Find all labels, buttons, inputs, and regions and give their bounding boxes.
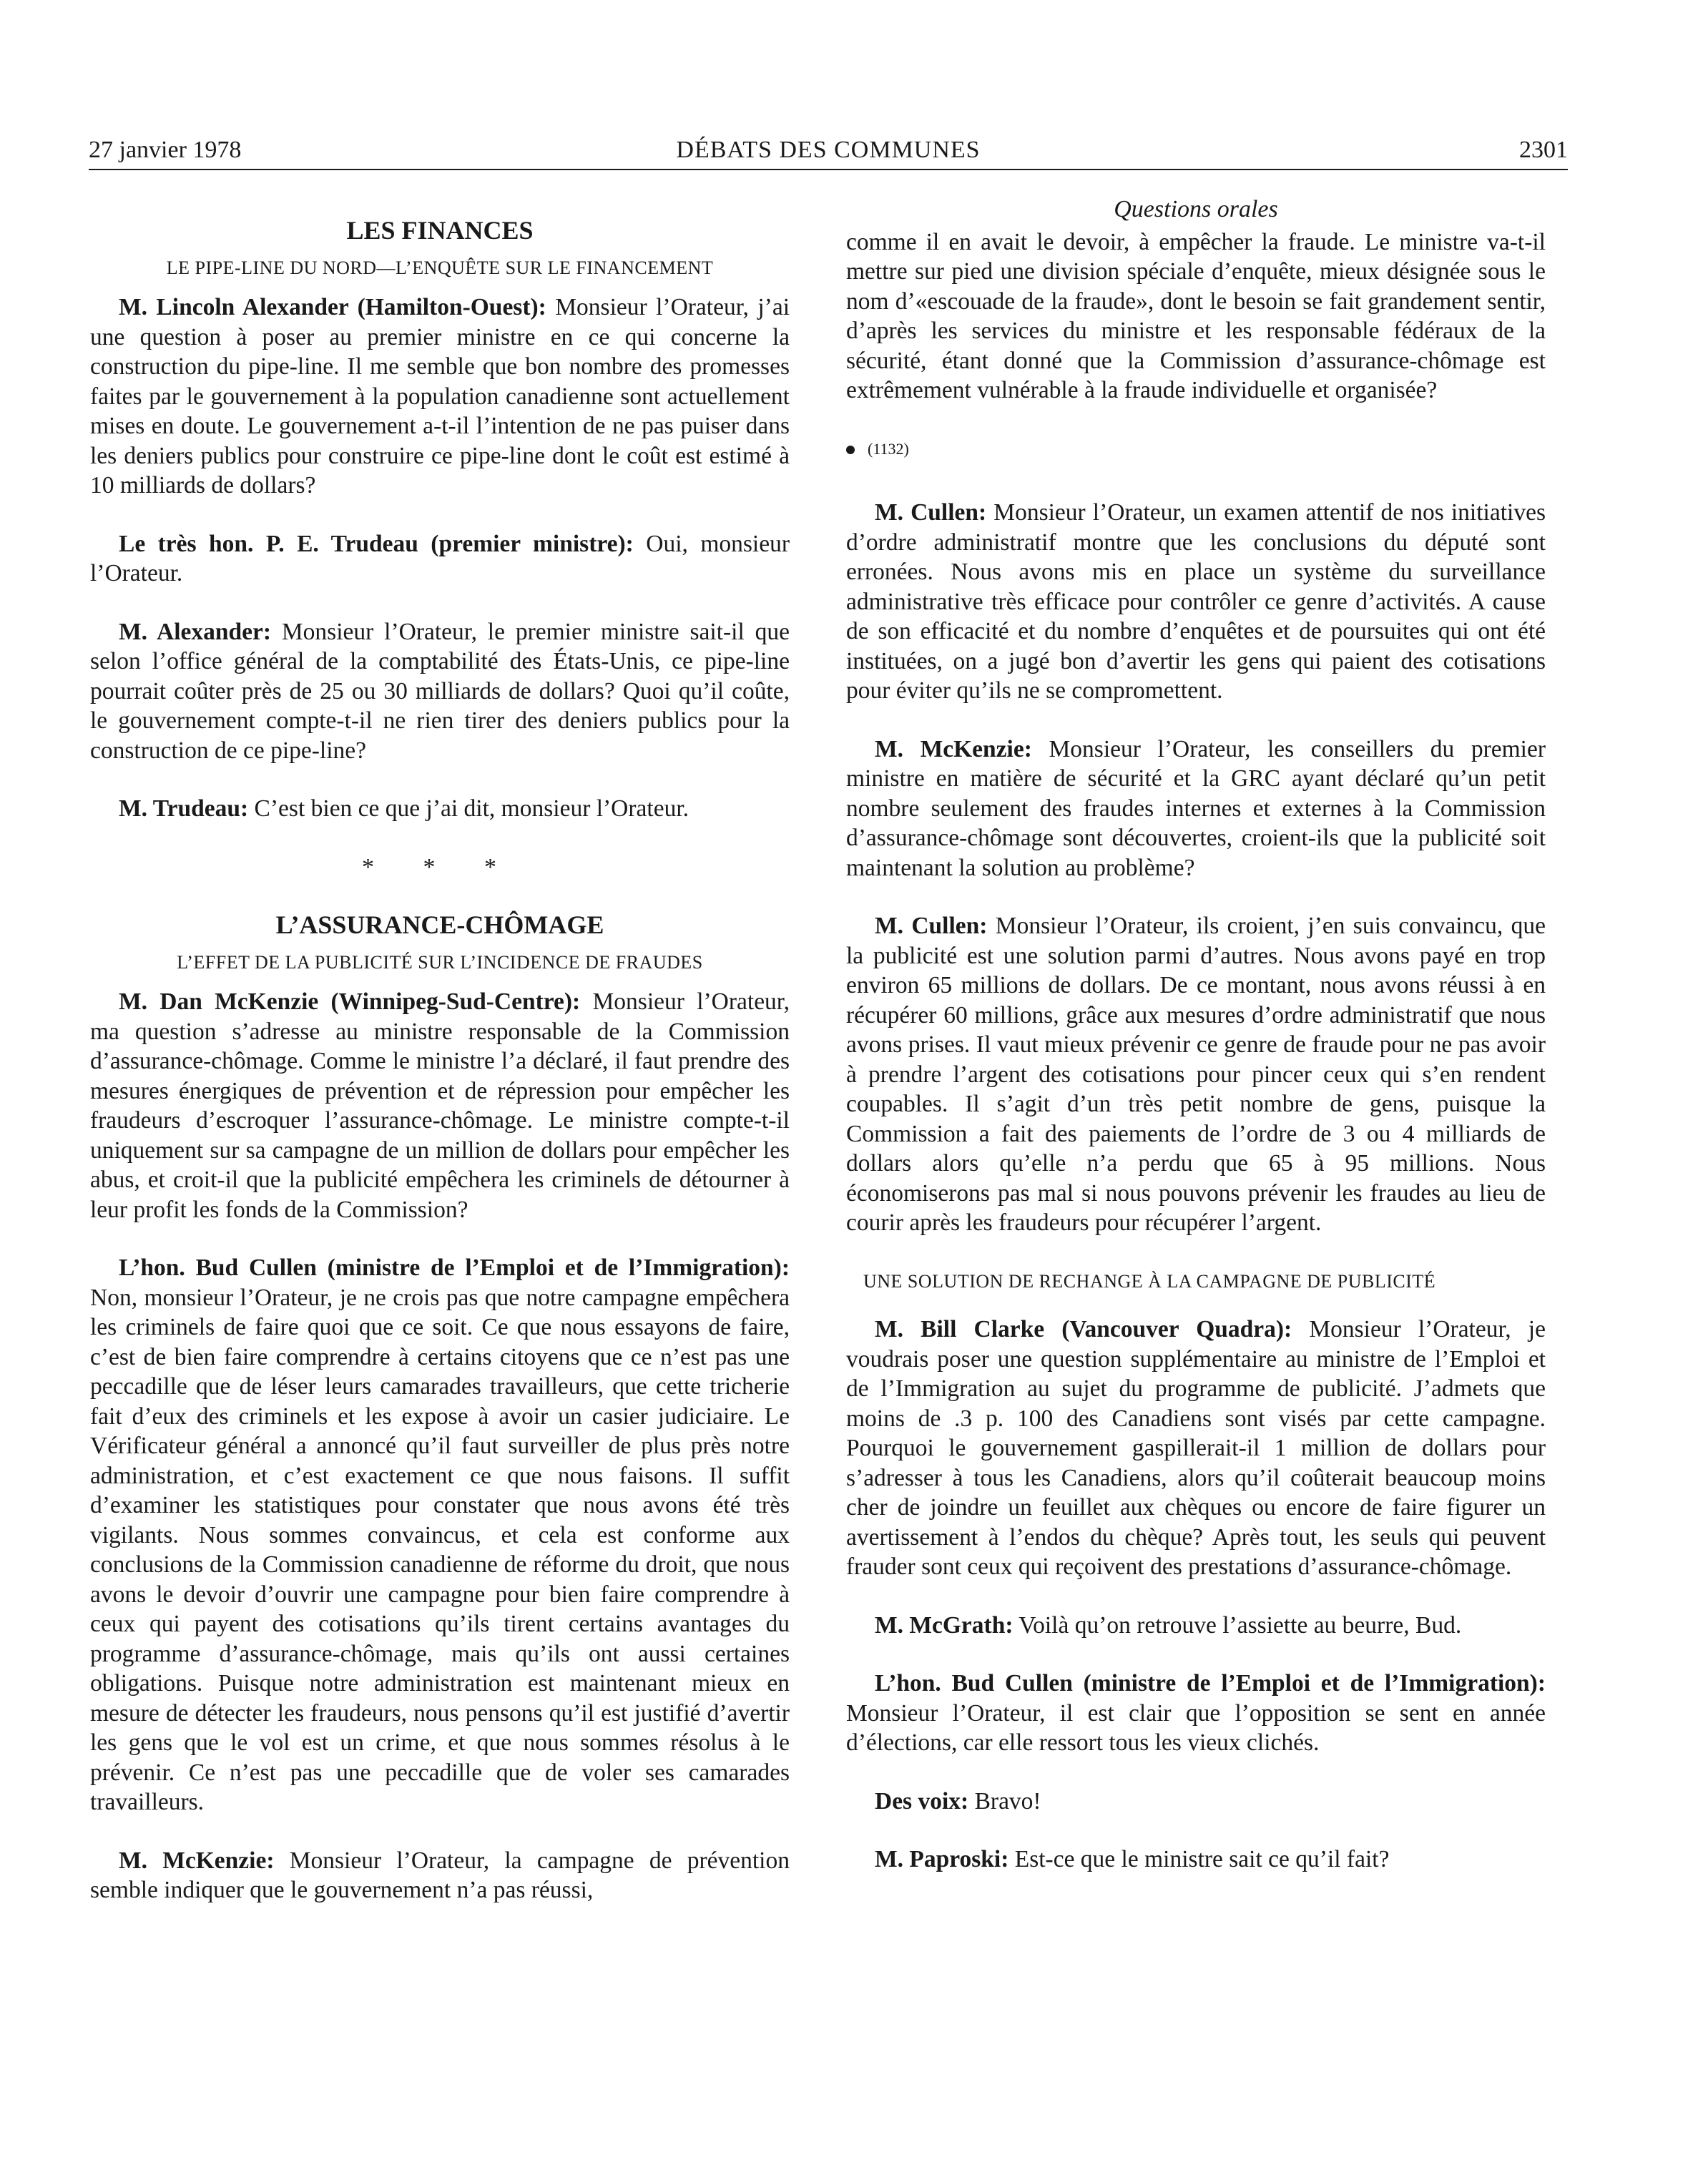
speaker-name: M. McKenzie: — [119, 1847, 275, 1874]
speaker-name: L’hon. Bud Cullen (ministre de l’Emploi et de l’Immigration): — [119, 1255, 790, 1281]
subsection-publicite: L’EFFET DE LA PUBLICITÉ SUR L’INCIDENCE DE FRAUDES — [177, 951, 703, 973]
section-title-finances: LES FINANCES — [346, 216, 534, 245]
speech-text: Monsieur l’Orateur, ma question s’adresse au ministre responsable de la Commission d’assurance-chômage. Comme le ministre l’a déclaré, il faut prendre des mesures énergiques de prévention et de répression pour empêcher les fraudeurs d’escroquer l’assurance-chômage. Le ministre compte-t-il uniquement sur sa campagne de un million de dollars pour empêcher les abus, et croit-il que la publicité empêchera les criminels de détourner à leur profit les fonds de la Commission? — [90, 988, 790, 1223]
paragraph — [846, 1611, 1546, 1641]
speaker-name: M. McGrath: — [875, 1611, 1013, 1639]
header-page-number: 2301 — [1519, 137, 1568, 163]
section-title-assurance-chomage: L’ASSURANCE-CHÔMAGE — [275, 910, 604, 939]
paragraph — [90, 794, 790, 824]
subsection-solution-rechange: UNE SOLUTION DE RECHANGE À LA CAMPAGNE DE PUBLICITÉ — [863, 1270, 1436, 1292]
right-column — [846, 195, 1546, 1903]
paragraph — [90, 987, 790, 1224]
speaker-name: M. Dan McKenzie (Winnipeg-Sud-Centre): — [119, 988, 581, 1015]
speaker-name: M. McKenzie: — [875, 735, 1032, 762]
section-separator: * * * — [362, 853, 518, 880]
page-header — [89, 136, 1568, 170]
paragraph — [90, 293, 790, 501]
speech-text: Voilà qu’on retrouve l’assiette au beurre, Bud. — [1013, 1611, 1462, 1639]
bullet-icon — [846, 446, 855, 454]
speaker-name: Le très hon. P. E. Trudeau (premier ministre): — [119, 530, 634, 557]
time-marker — [846, 434, 1546, 464]
paragraph — [90, 617, 790, 766]
time-marker-text: (1132) — [868, 439, 909, 458]
speech-text: Monsieur l’Orateur, il est clair que l’opposition se sent en année d’élections, car elle ressort tous les vieux clichés. — [846, 1699, 1546, 1756]
speech-text: Oui, monsieur l’Orateur. — [90, 530, 790, 586]
speaker-name: M. Cullen: — [875, 499, 987, 526]
speaker-name: M. Paproski: — [875, 1846, 1009, 1872]
speech-text: Monsieur l’Orateur, un examen attentif de nos initiatives d’ordre administratif montre que les conclusions du député sont erronées. Nous avons mis en place un système du surveillance administrative très efficace pour contrôler ce genre d’activités. A cause de son efficacité et du nombre d’enquêtes et de poursuites qui ont été instituées, on a jugé bon d’avertir les gens qui paient des cotisations pour éviter qu’ils ne se compromettent. — [846, 499, 1546, 704]
speaker-name: L’hon. Bud Cullen (ministre de l’Emploi et de l’Immigration): — [875, 1670, 1546, 1697]
paragraph — [90, 529, 790, 589]
paragraph — [846, 911, 1546, 1238]
speech-text: Monsieur l’Orateur, je voudrais poser une question supplémentaire au ministre de l’Emploi et de l’Immigration au sujet du programme de publicité. J’admets que moins de .3 p. 100 des Canadiens sont visés par cette campagne. Pourquoi le gouvernement gaspillerait-il 1 million de dollars pour s’adresser à tous les Canadiens, alors qu’il coûterait beaucoup moins cher de joindre un feuillet aux chèques ou encore de faire figurer un avertissement à l’endos du chèque? Après tout, les seuls qui peuvent frauder sont ceux qui reçoivent des prestations d’assurance-chômage. — [846, 1316, 1546, 1580]
paragraph — [846, 1787, 1546, 1817]
header-journal-title: DÉBATS DES COMMUNES — [676, 137, 981, 163]
running-head: Questions orales — [1114, 196, 1278, 222]
speech-text: Monsieur l’Orateur, la campagne de prévention semble indiquer que le gouvernement n’a pas réussi, — [90, 1847, 790, 1903]
speaker-name: M. Bill Clarke (Vancouver Quadra): — [875, 1316, 1292, 1342]
paragraph — [846, 498, 1546, 706]
speech-text: C’est bien ce que j’ai dit, monsieur l’Orateur. — [248, 795, 689, 822]
speaker-name: M. Cullen: — [875, 913, 988, 939]
speaker-name: M. Lincoln Alexander (Hamilton-Ouest): — [119, 294, 546, 320]
speaker-name: M. Trudeau: — [119, 795, 249, 822]
paragraph — [846, 735, 1546, 883]
paragraph — [846, 1669, 1546, 1758]
speech-text: Monsieur l’Orateur, j’ai une question à poser au premier ministre en ce qui concerne la construction du pipe-line. Il me semble que bon nombre des promesses faites par le gouvernement à la population canadienne sont actuellement mises en doute. Le gouvernement a-t-il l’intention de ne pas puiser dans les deniers publics pour construire ce pipe-line dont le coût est estimé à 10 milliards de dollars? — [90, 294, 790, 499]
speech-text: Est-ce que le ministre sait ce qu’il fait? — [1008, 1846, 1390, 1872]
paragraph — [846, 227, 1546, 406]
speaker-name: M. Alexander: — [119, 618, 272, 645]
speaker-name: Des voix: — [875, 1787, 969, 1815]
subsection-pipeline: LE PIPE-LINE DU NORD—L’ENQUÊTE SUR LE FINANCEMENT — [166, 257, 714, 278]
speech-text: comme il en avait le devoir, à empêcher la fraude. Le ministre va-t-il mettre sur pied une division spéciale d’enquête, mieux désignée sous le nom d’«escouade de la fraude», dont le besoin se fait grandement sentir, d’après les services du ministre et les responsable fédéraux de la sécurité, étant donné que la Commission d’assurance-chômage est extrêmement vulnérable à la fraude individuelle et organisée? — [846, 228, 1546, 403]
speech-text: Non, monsieur l’Orateur, je ne crois pas que notre campagne empêchera les criminels de faire quoi que ce soit. Ce que nous essayons de faire, c’est de bien faire comprendre à certains citoyens que ce n’est pas une peccadille que de léser leurs camarades travailleurs, que cette tricherie fait d’eux des criminels et les expose à avoir un casier judiciaire. Le Vérificateur général a annoncé qu’il faut surveiller de plus près notre administration, et c’est exactement ce que nous faisons. Il suffit d’examiner les statistiques pour constater que nous avons été très vigilants. Nous sommes convaincus, et cela est conforme aux conclusions de la Commission canadienne de réforme du droit, que nous avons le devoir d’ouvrir une campagne pour bien faire comprendre à ceux qui payent des cotisations qu’ils tirent certains avantages du programme d’assurance-chômage, mais qu’ils ont aussi certaines obligations. Puisque notre administration est maintenant mieux en mesure de détecter les fraudeurs, nous pensons qu’il est justifié d’avertir les gens que le vol est un crime, et que nous sommes résolus à le prévenir. Ce n’est pas une peccadille que de voler ses camarades travailleurs. — [90, 1284, 790, 1815]
paragraph — [846, 1315, 1546, 1582]
paragraph — [846, 1845, 1546, 1875]
paragraph — [90, 1846, 790, 1905]
speech-text: Monsieur l’Orateur, les conseillers du premier ministre en matière de sécurité et la GRC ayant déclaré qu’un petit nombre seulement des fraudes internes et externes à la Commission d’assurance-chômage sont découvertes, croient-ils que la publicité soit maintenant la solution au problème? — [846, 735, 1546, 881]
paragraph — [90, 1253, 790, 1817]
speech-text: Bravo! — [968, 1787, 1041, 1815]
left-column — [90, 187, 790, 1934]
header-date: 27 janvier 1978 — [89, 137, 242, 163]
speech-text: Monsieur l’Orateur, ils croient, j’en suis convaincu, que la publicité est une solution parmi d’autres. Nous avons payé en trop environ 65 millions de dollars. De ce montant, nous avons réussi à en récupérer 60 millions, grâce aux mesures d’ordre administratif que nous avons prises. Il vaut mieux prévenir ce genre de fraude pour ne pas avoir à prendre l’argent des cotisations pour pincer ceux qui s’en rendent coupables. Il s’agit d’un très petit nombre de gens, puisque la Commission a fait des paiements de l’ordre de 3 ou 4 milliards de dollars alors qu’elle n’a perdu que 65 à 95 millions. Nous économiserons pas mal si nous pouvons prévenir les fraudes au lieu de courir après les fraudeurs pour récupérer l’argent. — [846, 913, 1546, 1236]
speech-text: Monsieur l’Orateur, le premier ministre sait-il que selon l’office général de la comptabilité des États-Unis, ce pipe-line pourrait coûter près de 25 ou 30 milliards de dollars? Quoi qu’il coûte, le gouvernement compte-t-il ne rien tirer des deniers publics pour la construction de ce pipe-line? — [90, 618, 790, 764]
